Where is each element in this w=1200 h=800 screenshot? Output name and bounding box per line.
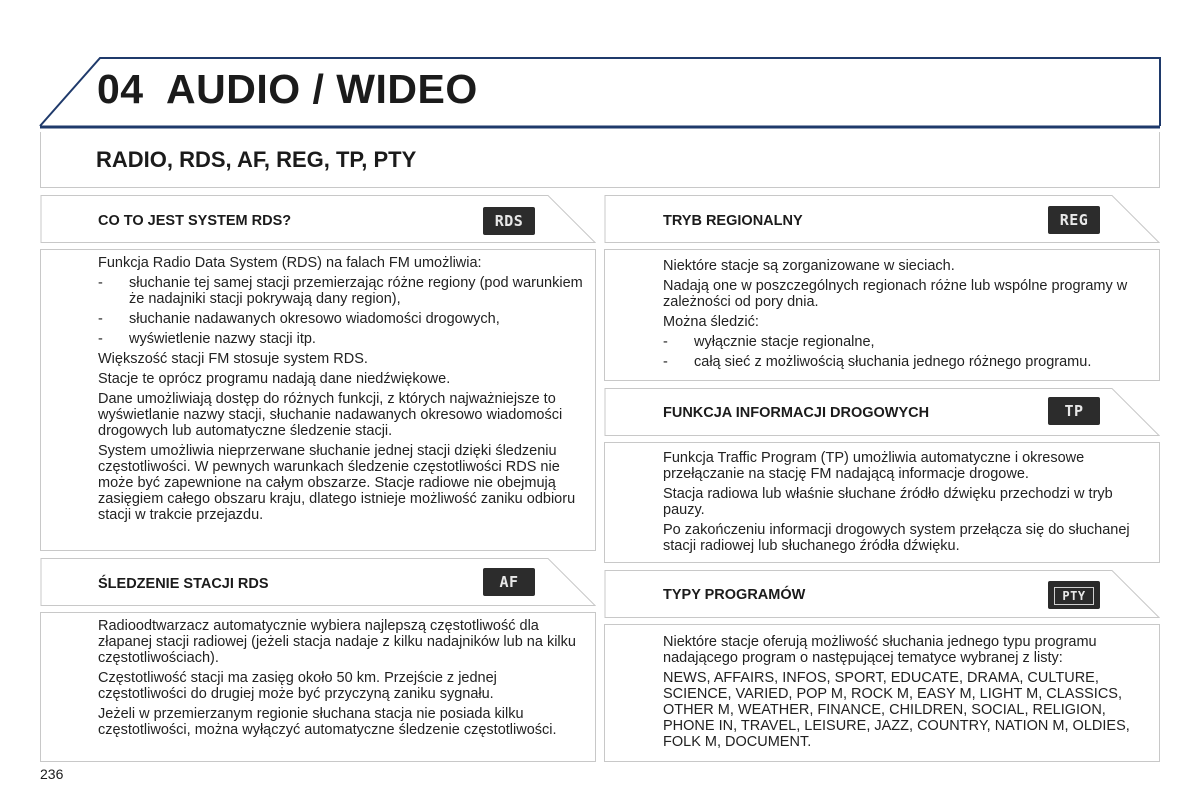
rds-paragraph: Większość stacji FM stosuje system RDS. <box>98 351 368 367</box>
reg-body <box>663 258 1153 374</box>
rds-paragraph: Stacje te oprócz programu nadają dane niedźwiękowe. <box>98 371 451 387</box>
reg-list-item: - całą sieć z możliwością słuchania jednego różnego programu. <box>663 354 1153 370</box>
pty-program-list: NEWS, AFFAIRS, INFOS, SPORT, EDUCATE, DRAMA, CULTURE, SCIENCE, VARIED, POP M, ROCK M, EASY M, LIGHT M, CLASSICS, OTHER M, WEATHER, FINANCE, CHILDREN, SOCIAL, RELIGION, PHONE IN, TRAVEL, LEISURE, JAZZ, COUNTRY, NATION M, OLDIES, FOLK M, DOCUMENT. <box>663 670 1130 750</box>
pty-paragraph: Niektóre stacje oferują możliwość słuchania jednego typu programu nadającego program o następującej tematyce wybranej z listy: <box>663 634 1097 666</box>
page-number: 236 <box>40 766 64 782</box>
af-paragraph: Częstotliwość stacji ma zasięg około 50 km. Przejście z jednej częstotliwości do drugiej może być przyczyną zaniku sygnału. <box>98 670 497 702</box>
rds-intro: Funkcja Radio Data System (RDS) na falach FM umożliwia: <box>98 255 482 271</box>
reg-paragraph: Można śledzić: <box>663 314 759 330</box>
tp-paragraph: Po zakończeniu informacji drogowych system przełącza się do słuchanej stacji radiowej lub słuchanego źródła dźwięku. <box>663 522 1130 554</box>
pty-badge-label: PTY <box>1054 587 1093 605</box>
reg-badge: REG <box>1048 206 1100 234</box>
section-title: RADIO, RDS, AF, REG, TP, PTY <box>96 147 417 172</box>
reg-paragraph: Niektóre stacje są zorganizowane w sieciach. <box>663 258 955 274</box>
rds-body <box>98 255 588 527</box>
tp-body <box>663 450 1153 558</box>
rds-title: CO TO JEST SYSTEM RDS? <box>98 213 292 229</box>
rds-paragraph: System umożliwia nieprzerwane słuchanie jednej stacji dzięki śledzeniu częstotliwości. W pewnych warunkach śledzenie częstotliwości RDS nie może być zapewnione na całym obszarze. Stacje radiowe nie obejmują zasięgiem całego obszaru kraju, dlatego istnieje możliwość zaniku odbioru stacji w trakcie przejazdu. <box>98 443 576 523</box>
reg-list-item: - wyłącznie stacje regionalne, <box>663 334 1153 350</box>
af-body <box>98 618 588 742</box>
pty-body <box>663 634 1153 754</box>
chapter-number: 04 <box>97 66 144 112</box>
af-paragraph: Radioodtwarzacz automatycznie wybiera najlepszą częstotliwość dla złapanej stacji radiowej (jeżeli stacja nadaje z kilku nadajników lub na kilku częstotliwościach). <box>98 618 576 666</box>
tp-title: FUNKCJA INFORMACJI DROGOWYCH <box>663 405 930 421</box>
chapter-title: AUDIO / WIDEO <box>166 66 478 112</box>
rds-paragraph: Dane umożliwiają dostęp do różnych funkcji, z których najważniejsze to wyświetlanie nazwy stacji, słuchanie nadawanych okresowo wiadomości drogowych lub automatyczne śledzenie stacji. <box>98 391 563 439</box>
pty-badge <box>1048 581 1100 609</box>
reg-paragraph: Nadają one w poszczególnych regionach różne lub wspólne programy w zależności od pory dnia. <box>663 278 1128 310</box>
rds-list-item: - słuchanie nadawanych okresowo wiadomości drogowych, <box>98 311 588 327</box>
af-title: ŚLEDZENIE STACJI RDS <box>98 576 269 592</box>
tp-paragraph: Stacja radiowa lub właśnie słuchane źródło dźwięku przechodzi w tryb pauzy. <box>663 486 1113 518</box>
reg-title: TRYB REGIONALNY <box>663 213 803 229</box>
rds-list-item: - wyświetlenie nazwy stacji itp. <box>98 331 588 347</box>
af-badge: AF <box>483 568 535 596</box>
rds-badge: RDS <box>483 207 535 235</box>
tp-badge: TP <box>1048 397 1100 425</box>
rds-list-item: - słuchanie tej samej stacji przemierzając różne regiony (pod warunkiem że nadajniki stacji pokrywają dany region), <box>98 275 588 307</box>
af-paragraph: Jeżeli w przemierzanym regionie słuchana stacja nie posiada kilku częstotliwości, można wyłączyć automatyczne śledzenie częstotliwości. <box>98 706 557 738</box>
tp-paragraph: Funkcja Traffic Program (TP) umożliwia automatyczne i okresowe przełączanie na stację FM nadającą informacje drogowe. <box>663 450 1085 482</box>
pty-title: TYPY PROGRAMÓW <box>663 587 806 603</box>
